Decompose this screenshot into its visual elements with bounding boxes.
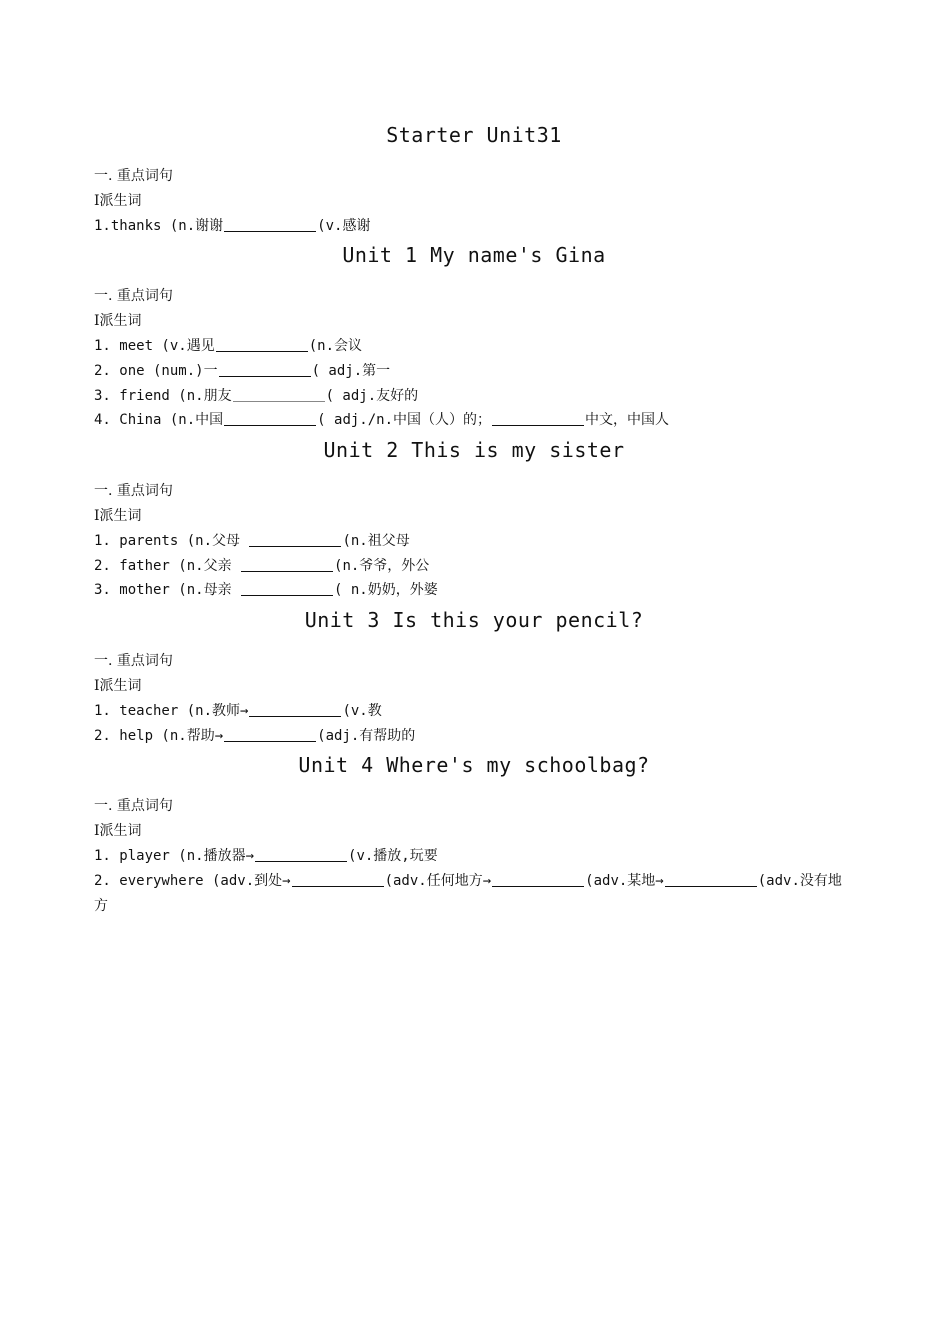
worksheet-content: [94, 120, 854, 918]
subsection-heading: I派生词: [94, 823, 142, 840]
answer-blank[interactable]: [233, 387, 325, 402]
section-heading: 一. 重点词句: [94, 483, 173, 500]
answer-blank[interactable]: [292, 872, 384, 887]
starter-title: Starter Unit31: [386, 123, 562, 147]
section-starter: [94, 120, 854, 238]
exercise-item: 1. player (n.播放器→ (v.播放,玩要: [94, 847, 438, 864]
section-unit-1: [94, 240, 854, 433]
answer-blank[interactable]: [249, 532, 341, 547]
subsection-heading: I派生词: [94, 313, 142, 330]
section-heading: 一. 重点词句: [94, 653, 173, 670]
section-heading: 一. 重点词句: [94, 168, 173, 184]
answer-blank[interactable]: [224, 217, 316, 232]
answer-blank[interactable]: [492, 411, 584, 426]
subsection-heading: I派生词: [94, 677, 142, 694]
section-heading: 一. 重点词句: [94, 798, 173, 815]
section-unit-4: [94, 750, 854, 918]
answer-blank[interactable]: [219, 362, 311, 377]
answer-blank[interactable]: [224, 411, 316, 426]
answer-blank[interactable]: [241, 581, 333, 596]
exercise-item: 2. one (num.)一 ( adj.第一: [94, 362, 391, 379]
exercise-item: 3. mother (n.母亲 ( n.奶奶，外婆: [94, 582, 438, 599]
unit-1-title: Unit 1 My name's Gina: [342, 243, 606, 268]
answer-blank[interactable]: [255, 847, 347, 862]
exercise-item: 2. everywhere (adv.到处→ (adv.任何地方→ (adv.某地→ (adv.没有地方: [94, 872, 842, 914]
answer-blank[interactable]: [241, 557, 333, 572]
exercise-item: 4. China (n.中国 ( adj./n.中国（人）的； 中文，中国人: [94, 412, 670, 429]
subsection-heading: I派生词: [94, 192, 142, 209]
unit-2-title: Unit 2 This is my sister: [323, 438, 625, 463]
exercise-item: 1. teacher (n.教师→ (v.教: [94, 702, 382, 719]
answer-blank[interactable]: [224, 727, 316, 742]
exercise-item: 1. meet (v.遇见 (n.会议: [94, 337, 363, 354]
exercise-item: 2. help (n.帮助→ (adj.有帮助的: [94, 727, 416, 744]
section-unit-3: [94, 605, 854, 748]
exercise-item: 1.thanks (n.谢谢 (v.感谢: [94, 217, 371, 234]
section-unit-2: [94, 435, 854, 603]
answer-blank[interactable]: [249, 702, 341, 717]
unit-3-title: Unit 3 Is this your pencil?: [304, 608, 644, 633]
section-heading: 一. 重点词句: [94, 288, 173, 305]
exercise-item: 3. friend (n.朋友 ( adj.友好的: [94, 387, 419, 404]
answer-blank[interactable]: [665, 872, 757, 887]
answer-blank[interactable]: [492, 872, 584, 887]
exercise-item: 2. father (n.父亲 (n.爷爷，外公: [94, 557, 430, 574]
unit-4-title: Unit 4 Where's my schoolbag?: [298, 753, 650, 778]
exercise-item: 1. parents (n.父母 (n.祖父母: [94, 532, 410, 549]
subsection-heading: I派生词: [94, 507, 142, 524]
answer-blank[interactable]: [216, 337, 308, 352]
